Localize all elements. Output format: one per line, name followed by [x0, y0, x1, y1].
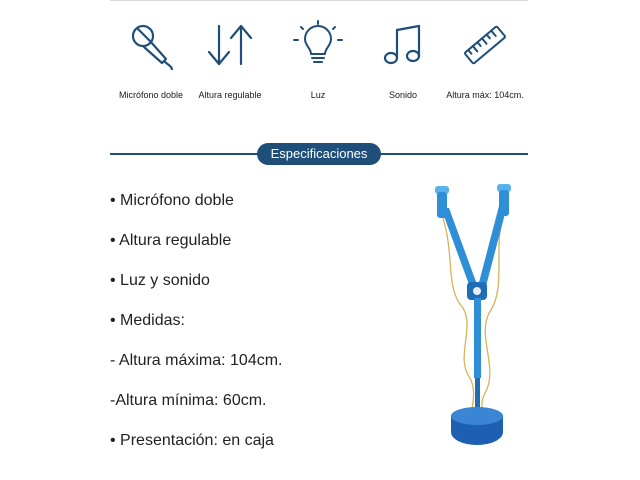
section-title-pill: Especificaciones: [257, 143, 381, 165]
feature-max-height: [442, 20, 528, 100]
feature-light: [275, 20, 361, 100]
music-note-icon: [378, 20, 428, 70]
spec-item: • Luz y sonido: [110, 272, 210, 289]
spec-item: • Presentación: en caja: [110, 432, 274, 449]
height-arrows-icon: [205, 20, 255, 70]
feature-icons-row: [110, 20, 530, 115]
feature-label-sound: Sonido: [388, 90, 418, 100]
feature-label-light: Luz: [310, 90, 326, 100]
microphone-stand-illustration: [415, 178, 535, 453]
microphone-icon: [126, 20, 176, 70]
spec-item: • Micrófono doble: [110, 192, 234, 209]
feature-label-max-height: Altura máx: 104cm.: [446, 90, 524, 100]
feature-height: [187, 20, 273, 100]
top-divider: [110, 0, 528, 1]
spec-item: - Altura máxima: 104cm.: [110, 352, 283, 369]
spec-item: • Medidas:: [110, 312, 185, 329]
lightbulb-icon: [293, 20, 343, 70]
product-image: [415, 178, 535, 453]
feature-label-microphone: Micrófono doble: [118, 90, 184, 100]
spec-item: -Altura mínima: 60cm.: [110, 392, 267, 409]
feature-sound: [360, 20, 446, 100]
feature-microphone: [108, 20, 194, 100]
ruler-icon: [460, 20, 510, 70]
feature-label-height: Altura regulable: [198, 90, 262, 100]
spec-item: • Altura regulable: [110, 232, 232, 249]
